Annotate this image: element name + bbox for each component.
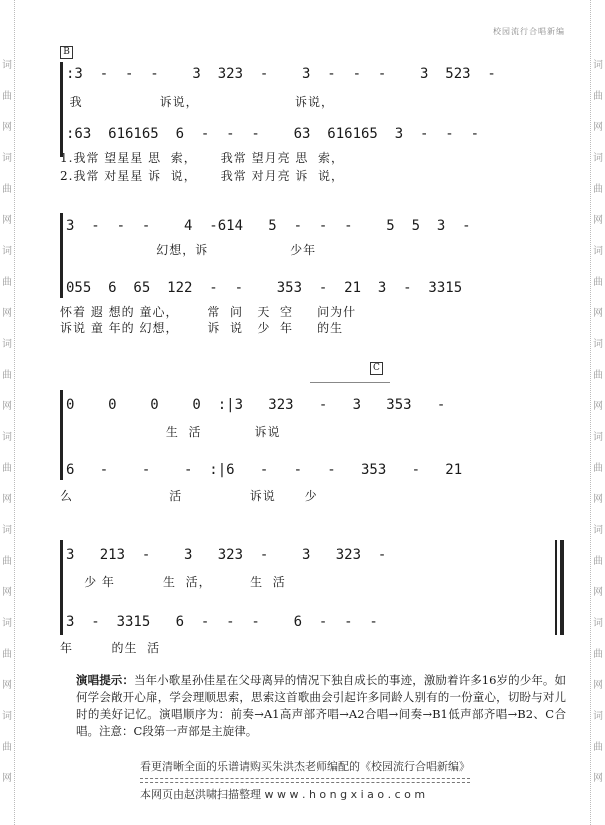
watermark-glyph: 曲	[2, 370, 12, 381]
watermark-glyph: 曲	[2, 556, 12, 567]
watermark-glyph: 词	[593, 246, 603, 257]
system-2-lower-lyrics-verse-2: 诉说 童 年的 幻想， 诉 说 少 年 的生	[60, 321, 344, 335]
watermark-glyph: 曲	[2, 277, 12, 288]
watermark-glyph: 网	[2, 494, 12, 505]
system-3-lower-lyrics: 么 活 诉说 少	[60, 489, 318, 503]
rehearsal-mark-c: C	[370, 362, 383, 375]
system-2-lower-notes: 055 6 65 122 - - 353 - 21 3 - 3315	[66, 280, 463, 296]
watermark-glyph: 曲	[2, 649, 12, 660]
system-1-upper-notes: :3 - - - 3 323 - 3 - - - 3 523 -	[66, 66, 496, 82]
watermark-glyph: 曲	[2, 91, 12, 102]
watermark-glyph: 网	[2, 587, 12, 598]
watermark-glyph: 曲	[593, 370, 603, 381]
watermark-glyph: 词	[2, 246, 12, 257]
system-4-lower-lyrics: 年 的生 活	[60, 641, 161, 655]
watermark-glyph: 曲	[593, 91, 603, 102]
system-2-lower-lyrics-verse-1: 怀着 遐 想的 童心， 常 问 天 空 问为什	[60, 305, 357, 319]
page-header: 校园流行合唱新编	[493, 27, 565, 36]
watermark-glyph: 网	[593, 215, 603, 226]
watermark-glyph: 词	[593, 525, 603, 536]
watermark-glyph: 词	[2, 618, 12, 629]
watermark-glyph: 曲	[593, 184, 603, 195]
watermark-glyph: 网	[593, 587, 603, 598]
watermark-glyph: 网	[593, 680, 603, 691]
right-watermark-column	[590, 0, 605, 825]
watermark-glyph: 曲	[593, 463, 603, 474]
watermark-glyph: 曲	[593, 742, 603, 753]
system-4-upper-lyrics: 少 年 生 活， 生 活	[60, 575, 286, 589]
system-2-upper-lyrics: 幻想，诉 少年	[60, 243, 317, 257]
watermark-glyph: 词	[593, 432, 603, 443]
watermark-glyph: 网	[2, 215, 12, 226]
watermark-glyph: 网	[2, 308, 12, 319]
footer-separator-2	[140, 782, 470, 783]
watermark-glyph: 网	[593, 308, 603, 319]
watermark-glyph: 曲	[2, 742, 12, 753]
rehearsal-mark-b: B	[60, 46, 73, 59]
watermark-glyph: 词	[593, 153, 603, 164]
watermark-glyph: 网	[593, 773, 603, 784]
watermark-glyph: 曲	[2, 184, 12, 195]
watermark-glyph: 词	[2, 525, 12, 536]
tips-label: 演唱提示：	[76, 673, 134, 687]
watermark-glyph: 网	[593, 401, 603, 412]
watermark-glyph: 词	[2, 60, 12, 71]
system-1-lower-lyrics-verse-2: 2.我常 对星星 诉 说， 我常 对月亮 诉 说，	[60, 169, 345, 183]
watermark-glyph: 曲	[593, 556, 603, 567]
watermark-glyph: 词	[593, 339, 603, 350]
watermark-glyph: 词	[2, 432, 12, 443]
system-3-upper-notes: 0 0 0 0 :|3 323 - 3 353 -	[66, 397, 446, 413]
watermark-glyph: 词	[593, 60, 603, 71]
system-1-upper-lyrics: 我 诉说， 诉说，	[60, 95, 334, 109]
watermark-glyph: 曲	[593, 649, 603, 660]
watermark-glyph: 网	[2, 680, 12, 691]
footer-purchase-note: 看更清晰全面的乐谱请购买朱洪杰老师编配的《校园流行合唱新编》	[140, 760, 470, 773]
system-1-lower-notes: :63 616165 6 - - - 63 616165 3 - - -	[66, 126, 480, 142]
footer-site-credit[interactable]: 本网页由赵洪啸扫描整理 w w w . h o n g x i a o . c o m	[140, 788, 426, 801]
watermark-glyph: 网	[2, 122, 12, 133]
watermark-glyph: 词	[593, 711, 603, 722]
system-2-upper-notes: 3 - - - 4 -614 5 - - - 5 5 3 -	[66, 218, 471, 234]
system-4-lower-notes: 3 - 3315 6 - - - 6 - - -	[66, 614, 378, 630]
footer-separator-1	[140, 778, 470, 779]
system-4-upper-notes: 3 213 - 3 323 - 3 323 -	[66, 547, 387, 563]
system-3-lower-notes: 6 - - - :|6 - - - 353 - 21	[66, 462, 463, 478]
watermark-glyph: 网	[593, 494, 603, 505]
watermark-glyph: 词	[2, 339, 12, 350]
watermark-glyph: 曲	[593, 277, 603, 288]
performance-tips	[76, 672, 566, 740]
watermark-glyph: 词	[593, 618, 603, 629]
watermark-glyph: 词	[2, 711, 12, 722]
tips-text: 当年小歌星孙佳星在父母离异的情况下独自成长的事迹，激励着许多16岁的少年。如何学会敞开心扉，学会理顺思索，思索这首歌曲会引起许多同龄人别有的一份童心，切盼与对儿时的美好记忆。演唱顺序为：前奏→A1高声部齐唱→A2合唱→间奏→B1低声部齐唱→B2、C合唱。注意：C段第一声部是主旋律。	[76, 673, 567, 738]
section-c-rule	[310, 382, 390, 383]
watermark-glyph: 网	[2, 773, 12, 784]
left-watermark-column	[0, 0, 15, 825]
watermark-glyph: 词	[2, 153, 12, 164]
watermark-glyph: 网	[2, 401, 12, 412]
watermark-glyph: 网	[593, 122, 603, 133]
system-1-lower-lyrics-verse-1: 1.我常 望星星 思 索， 我常 望月亮 思 索，	[60, 151, 345, 165]
watermark-glyph: 曲	[2, 463, 12, 474]
system-3-upper-lyrics: 生 活 诉说	[60, 425, 281, 439]
